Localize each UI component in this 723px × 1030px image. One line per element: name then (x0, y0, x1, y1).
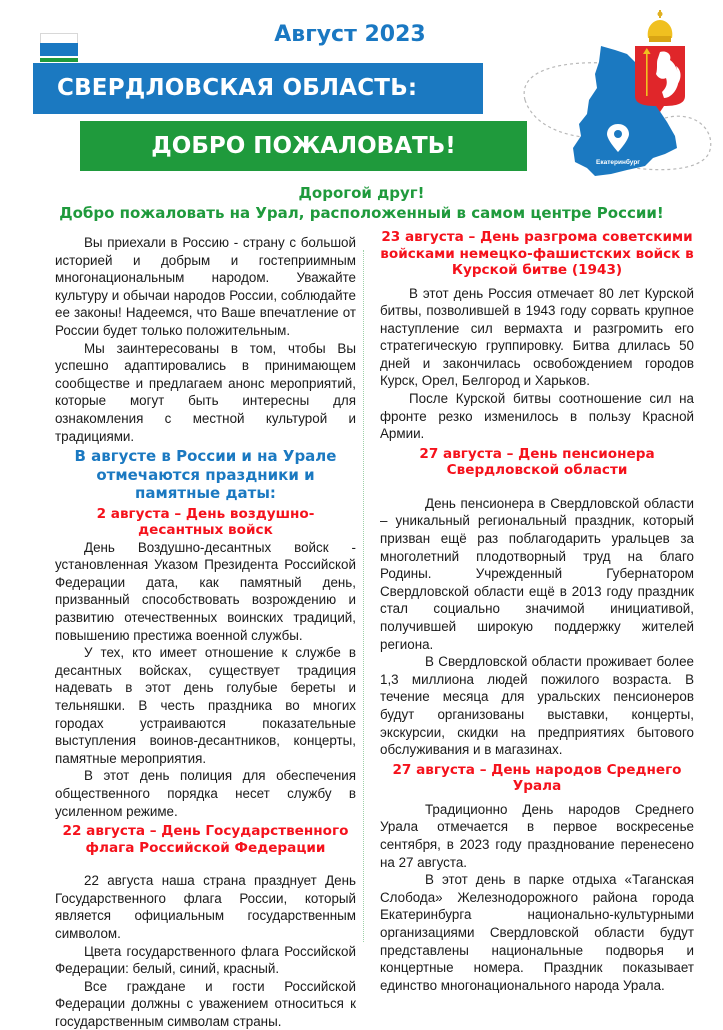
region-map (515, 40, 723, 180)
section-heading: В августе в России и на Урале отмечаются праздники и памятные даты: (74, 447, 337, 503)
event-paragraph: В этот день полиция для обеспечения общественного порядка несет службу в усиленном режиме. (55, 768, 356, 819)
left-column (55, 234, 356, 1030)
intro-paragraph: Мы заинтересованы в том, чтобы Вы успешно адаптировались в принимающем сообществе и предлагаем анонс мероприятий, которые могут быть интересны для ознакомления с местной культурой и традициями. (55, 340, 356, 444)
greeting (0, 183, 723, 223)
column-separator (363, 250, 364, 942)
arrow (646, 52, 648, 96)
right-column (380, 226, 694, 994)
event-paragraph: В Свердловской области проживает более 1,3 миллиона людей пожилого возраста. В течение месяца для уральских пенсионеров будут организованы выставки, концерты, экскурсии, скидки на предприятиях бытового обслуживания и в магазинах. (380, 654, 694, 758)
event-title-peoples-day: 27 августа – День народов Среднего Урала (392, 761, 682, 795)
event-title-kursk: 23 августа – День разгрома советскими войсками немецко-фашистских войск в Курской битве (1943) (380, 229, 694, 278)
event-paragraph: День пенсионера в Свердловской области – уникальный региональный праздник, который призван ещё раз поблагодарить уральцев за многолетний плодотворный труд на благо Родины. Учрежденный Губернатором Свердловской области ещё в 2013 году праздник стал социально значимой инициативой, получившей широкую поддержку жителей региона. (380, 495, 694, 652)
event-title-flag-day: 22 августа – День Государственного флага Российской Федерации (62, 823, 349, 856)
map-city-label: Екатеринбург (595, 159, 641, 166)
banner-welcome: ДОБРО ПОЖАЛОВАТЬ! (80, 121, 527, 171)
greeting-line-2: Добро пожаловать на Урал, расположенный в самом центре России! (59, 204, 664, 222)
crown-icon (648, 10, 673, 42)
coat-of-arms-icon (632, 8, 688, 118)
intro-paragraph: Вы приехали в Россию - страну с большой историей и добрым и гостеприимным многонациональным народом. Уважайте культуру и обычаи народов России, соблюдайте ее законы! Надеемся, что Ваше впечатление от России будет только положительным. (55, 235, 356, 338)
event-paragraph: 22 августа наша страна празднует День Государственного флага России, который является официальным государственным символом. (55, 873, 356, 941)
banner-region-title: СВЕРДЛОВСКАЯ ОБЛАСТЬ: (33, 63, 483, 114)
month-title: Август 2023 (274, 22, 426, 47)
event-paragraph: В этот день в парке отдыха «Таганская Слобода» Железнодорожного района города Екатеринбурга национально-культурными организациями Свердловской области будут представлены национальные подворья и концертные номера. Праздник показывает единство многонационального народа Урала. (380, 872, 694, 993)
event-paragraph: В этот день Россия отмечает 80 лет Курской битвы, позволившей в 1943 году сорвать крупное наступление сил вермахта и разгромить его стратегическую группировку. Битва длилась 50 дней и закончилась освобождением городов Курск, Орел, Белгород и Харьков. (380, 285, 694, 389)
event-paragraph: Традиционно День народов Среднего Урала отмечается в первое воскресенье сентября, в 2023 году празднование перенесено на 27 августа. (380, 801, 694, 870)
event-paragraph: У тех, кто имеет отношение к службе в десантных войсках, существует традиция надевать в этот день голубые береты и тельняшки. В честь праздника во многих городах устраиваются показательные выступления воинов-десантников, концерты, памятные мероприятия. (55, 645, 356, 766)
event-paragraph: После Курской битвы соотношение сил на фронте резко изменилось в пользу Красной Армии. (380, 391, 694, 442)
event-title-pensioner-day: 27 августа – День пенсионера Свердловской области (419, 445, 655, 479)
sverdlovsk-flag-icon (40, 33, 78, 63)
event-paragraph: День Воздушно-десантных войск - установленная Указом Президента Российской Федерации дата, как памятный день, призванный способствовать возрождению и развитию отечественных воинских традиций, повышению престижа военной службы. (55, 539, 356, 643)
event-paragraph: Все граждане и гости Российской Федерации должны с уважением относиться к государственным символам страны. (55, 978, 356, 1029)
event-paragraph: Цвета государственного флага Российской Федерации: белый, синий, красный. (55, 943, 356, 977)
event-title-vdv: 2 августа – День воздушно-десантных войск (96, 505, 315, 539)
greeting-line-1: Дорогой друг! (298, 184, 425, 202)
